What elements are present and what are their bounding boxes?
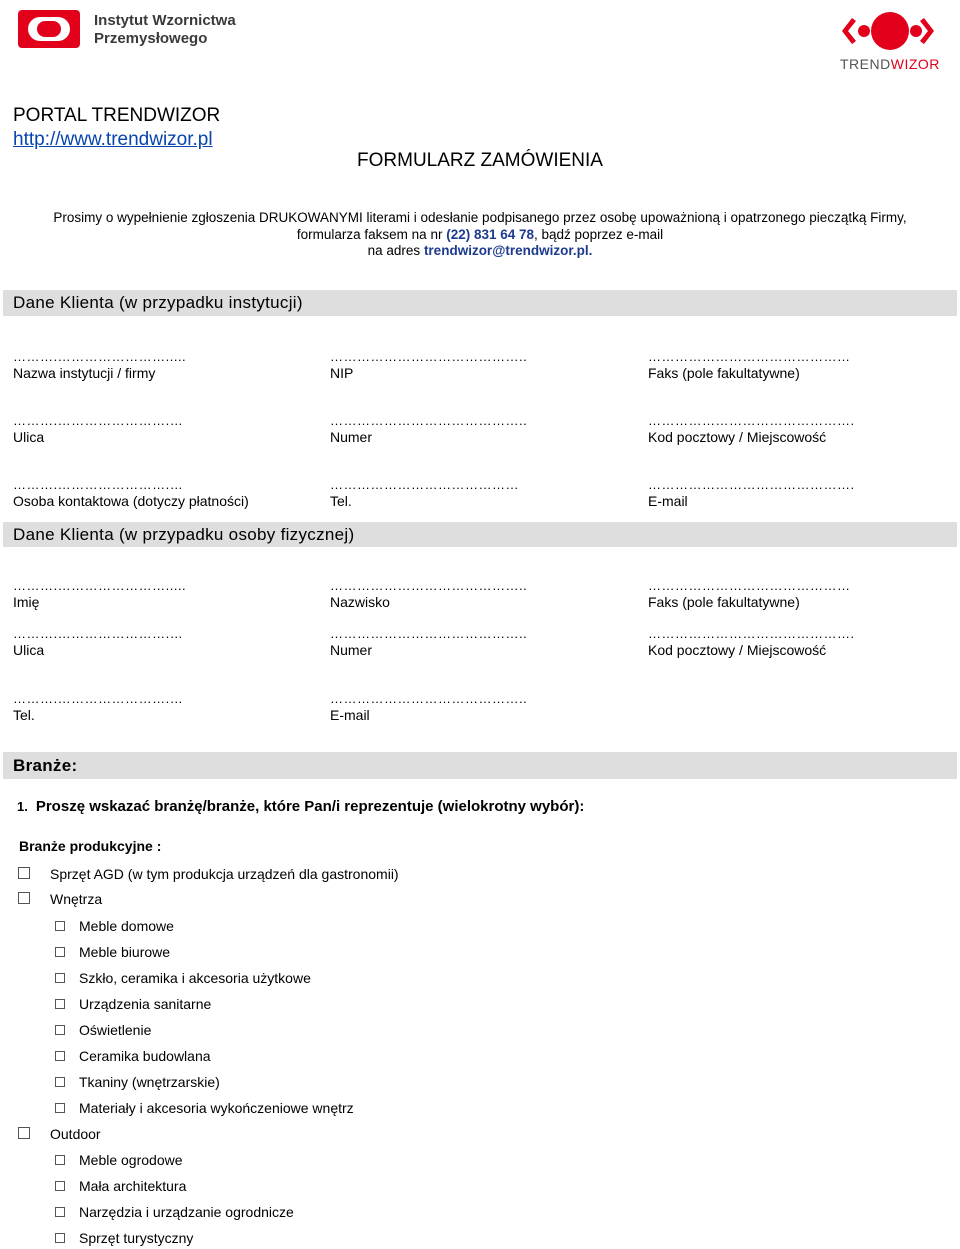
company-contact-label: Osoba kontaktowa (dotyczy płatności) [13,493,249,509]
industry-checkbox[interactable] [55,1181,65,1191]
person-number-label: Numer [330,642,373,658]
portal-title: PORTAL TRENDWIZOR [13,105,221,126]
company-postcode-label: Kod pocztowy / Miejscowość [648,429,827,445]
person-number-field[interactable]: …………………………………….. [330,626,528,641]
person-email-label: E-mail [330,707,370,723]
person-postcode-field[interactable]: ………………………………………. [648,626,855,641]
industry-option-label: Meble biurowe [79,944,171,960]
company-street-label: Ulica [13,429,45,445]
industry-option-label: Ceramika budowlana [79,1048,211,1064]
portal-link[interactable]: http://www.trendwizor.pl [13,129,213,150]
industry-checkbox[interactable] [55,1025,65,1035]
trendwizor-logo [828,6,938,76]
intro-line-2: formularza faksem na nr (22) 831 64 78, bądź poprzez e-mail [296,227,664,242]
industry-option-label: Urządzenia sanitarne [79,996,212,1012]
question-text: Proszę wskazać branżę/branże, które Pan/i reprezentuje (wielokrotny wybór): [35,798,585,815]
person-firstname-field[interactable]: ……….……………………..... [13,578,187,593]
industry-option-label: Szkło, ceramika i akcesoria użytkowe [79,970,311,986]
person-street-field[interactable]: ……….…………………….… [13,626,184,641]
trendwizor-mark-icon [828,6,938,56]
industry-checkbox[interactable] [18,867,30,879]
person-street-label: Ulica [13,642,45,658]
section-person-header: Dane Klienta (w przypadku osoby fizycznej) [3,522,957,547]
industry-option-label: Sprzęt turystyczny [79,1230,194,1246]
industry-checkbox[interactable] [18,1127,30,1139]
industry-option-label: Meble ogrodowe [79,1152,183,1168]
industry-option-label: Materiały i akcesoria wykończeniowe wnętrz [79,1100,354,1116]
industry-checkbox[interactable] [18,892,30,904]
company-email-field[interactable]: ………………………………………. [648,477,855,492]
industry-option-label: Meble domowe [79,918,174,934]
person-fax-field[interactable]: ……………………………………… [648,578,851,593]
company-fax-label: Faks (pole fakultatywne) [648,365,800,381]
industry-option-label: Oświetlenie [79,1022,152,1038]
intro-line-1: Prosimy o wypełnienie zgłoszenia DRUKOWANYMI literami i odesłanie podpisanego przez osobę upoważnioną i opatrzonego pieczątką Firmy, [53,210,907,225]
industry-checkbox[interactable] [55,999,65,1009]
person-postcode-label: Kod pocztowy / Miejscowość [648,642,827,658]
person-lastname-field[interactable]: …………………………………….. [330,578,528,593]
intro-line-3: na adres trendwizor@trendwizor.pl. [367,243,593,258]
industry-option-label: Mała architektura [79,1178,187,1194]
person-phone-field[interactable]: ……….…………………….… [13,691,184,706]
industry-checkbox[interactable] [55,1077,65,1087]
industry-option-label: Outdoor [50,1126,101,1142]
person-firstname-label: Imię [13,594,40,610]
fax-number: (22) 831 64 78 [446,227,535,242]
company-postcode-field[interactable]: ………………………………………. [648,413,855,428]
industry-option-label: Tkaniny (wnętrzarskie) [79,1074,220,1090]
company-phone-label: Tel. [330,493,352,509]
form-title: FORMULARZ ZAMÓWIENIA [357,150,603,171]
industry-option-label: Wnętrza [50,891,103,907]
company-nip-field[interactable]: …………………………………….. [330,349,528,364]
contact-email[interactable]: trendwizor@trendwizor.pl. [423,243,593,258]
company-phone-field[interactable]: …………………………………… [330,477,519,492]
company-number-label: Numer [330,429,373,445]
company-number-field[interactable]: …………………………………….. [330,413,528,428]
iwp-logo [18,10,258,50]
company-name-label: Nazwa instytucji / firmy [13,365,156,381]
iwp-logo-text: Instytut Wzornictwa Przemysłowego [94,12,236,47]
industry-checkbox[interactable] [55,1233,65,1243]
person-email-field[interactable]: …………………………………….. [330,691,528,706]
iwp-mark-icon [18,10,80,48]
company-contact-field[interactable]: ……….…………………….… [13,477,184,492]
industry-checkbox[interactable] [55,973,65,983]
industry-checkbox[interactable] [55,1155,65,1165]
company-street-field[interactable]: ……….…………………….… [13,413,184,428]
industry-checkbox[interactable] [55,947,65,957]
industry-option-label: Sprzęt AGD (w tym produkcja urządzeń dla gastronomii) [50,866,399,882]
company-name-field[interactable]: ……….……………………..... [13,349,187,364]
question-number: 1. [17,799,28,814]
industry-checkbox[interactable] [55,921,65,931]
industry-option-label: Narzędzia i urządzanie ogrodnicze [79,1204,294,1220]
industry-checkbox[interactable] [55,1207,65,1217]
company-nip-label: NIP [330,365,354,381]
question-1 [17,798,584,815]
production-subheading: Branże produkcyjne : [19,838,162,854]
industry-checkbox[interactable] [55,1103,65,1113]
company-email-label: E-mail [648,493,688,509]
trendwizor-logo-text: TRENDWIZOR [840,56,940,72]
section-branze-header: Branże: [3,752,957,779]
person-phone-label: Tel. [13,707,35,723]
person-fax-label: Faks (pole fakultatywne) [648,594,800,610]
section-company-header: Dane Klienta (w przypadku instytucji) [3,290,957,316]
person-lastname-label: Nazwisko [330,594,390,610]
company-fax-field[interactable]: ……………………………………… [648,349,851,364]
industry-checkbox[interactable] [55,1051,65,1061]
